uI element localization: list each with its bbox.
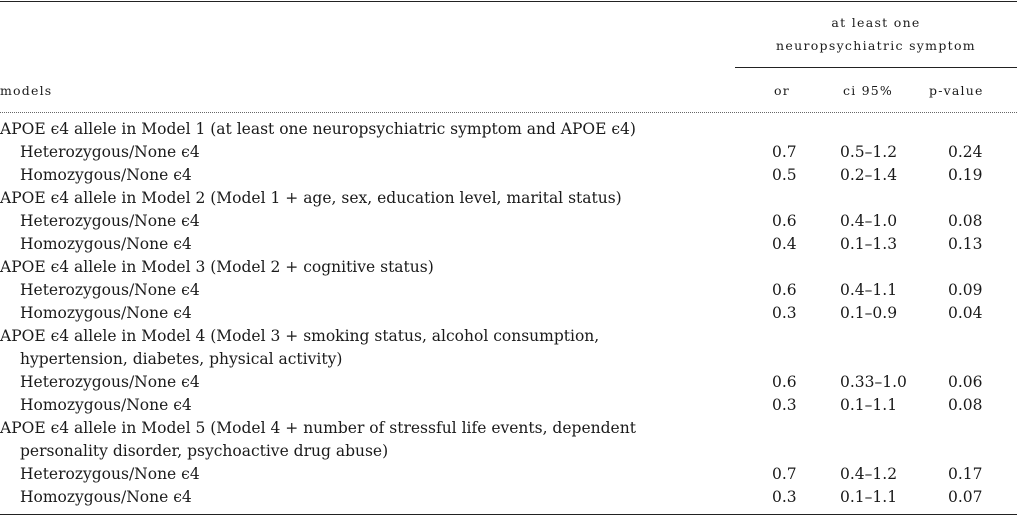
cell-ci: 0.33–1.0 [840, 373, 907, 391]
cell-ci: 0.1–1.1 [840, 396, 898, 414]
table-row [0, 486, 1017, 509]
table-row [0, 256, 1017, 279]
group-header-line2: neuropsychiatric symptom [776, 38, 976, 53]
cell-or: 0.3 [772, 396, 797, 414]
table-bottom-rule [0, 514, 1017, 515]
row-label: Heterozygous/None ϵ4 [20, 373, 200, 391]
table-row [0, 164, 1017, 187]
table-row [0, 302, 1017, 325]
table-row [0, 440, 1017, 463]
cell-ci: 0.1–1.1 [840, 488, 898, 506]
row-label: Heterozygous/None ϵ4 [20, 143, 200, 161]
cell-or: 0.6 [772, 212, 797, 230]
table-row [0, 325, 1017, 348]
cell-ci: 0.4–1.1 [840, 281, 898, 299]
cell-or: 0.3 [772, 488, 797, 506]
cell-pvalue: 0.07 [948, 488, 983, 506]
cell-pvalue: 0.13 [948, 235, 983, 253]
row-label: hypertension, diabetes, physical activity) [20, 350, 343, 368]
cell-ci: 0.1–0.9 [840, 304, 898, 322]
cell-pvalue: 0.19 [948, 166, 983, 184]
cell-or: 0.5 [772, 166, 797, 184]
cell-pvalue: 0.09 [948, 281, 983, 299]
table-row [0, 141, 1017, 164]
row-label: Homozygous/None ϵ4 [20, 235, 192, 253]
row-label: Homozygous/None ϵ4 [20, 396, 192, 414]
header-dotted-rule [0, 112, 1017, 113]
row-label: Homozygous/None ϵ4 [20, 304, 192, 322]
cell-ci: 0.2–1.4 [840, 166, 898, 184]
cell-ci: 0.5–1.2 [840, 143, 898, 161]
cell-ci: 0.4–1.2 [840, 465, 898, 483]
cell-ci: 0.4–1.0 [840, 212, 898, 230]
column-header-or: or [774, 83, 790, 98]
table-row [0, 233, 1017, 256]
cell-pvalue: 0.17 [948, 465, 983, 483]
column-header-ci: ci 95% [843, 83, 893, 98]
cell-or: 0.7 [772, 465, 797, 483]
column-header-models: models [0, 83, 53, 98]
table-row [0, 210, 1017, 233]
cell-pvalue: 0.24 [948, 143, 983, 161]
table-row [0, 394, 1017, 417]
table-top-rule [0, 1, 1017, 2]
cell-pvalue: 0.04 [948, 304, 983, 322]
row-label: APOE ϵ4 allele in Model 1 (at least one neuropsychiatric symptom and APOE ϵ4) [0, 120, 636, 138]
row-label: personality disorder, psychoactive drug abuse) [20, 442, 389, 460]
row-label: Heterozygous/None ϵ4 [20, 281, 200, 299]
cell-or: 0.3 [772, 304, 797, 322]
cell-pvalue: 0.08 [948, 212, 983, 230]
cell-pvalue: 0.06 [948, 373, 983, 391]
cell-or: 0.4 [772, 235, 797, 253]
column-header-pvalue: p-value [929, 83, 984, 98]
group-header-rule [735, 67, 1017, 68]
row-label: Homozygous/None ϵ4 [20, 166, 192, 184]
table-row [0, 348, 1017, 371]
row-label: APOE ϵ4 allele in Model 3 (Model 2 + cognitive status) [0, 258, 434, 276]
row-label: APOE ϵ4 allele in Model 2 (Model 1 + age, sex, education level, marital status) [0, 189, 622, 207]
group-header-line1: at least one [831, 15, 921, 30]
table-row [0, 279, 1017, 302]
table-row [0, 463, 1017, 486]
cell-or: 0.6 [772, 373, 797, 391]
row-label: Homozygous/None ϵ4 [20, 488, 192, 506]
table-row [0, 417, 1017, 440]
table-row [0, 118, 1017, 141]
cell-ci: 0.1–1.3 [840, 235, 898, 253]
row-label: Heterozygous/None ϵ4 [20, 465, 200, 483]
cell-pvalue: 0.08 [948, 396, 983, 414]
cell-or: 0.7 [772, 143, 797, 161]
row-label: APOE ϵ4 allele in Model 4 (Model 3 + smoking status, alcohol consumption, [0, 327, 600, 345]
row-label: APOE ϵ4 allele in Model 5 (Model 4 + number of stressful life events, dependent [0, 419, 636, 437]
row-label: Heterozygous/None ϵ4 [20, 212, 200, 230]
table-row [0, 187, 1017, 210]
cell-or: 0.6 [772, 281, 797, 299]
table-row [0, 371, 1017, 394]
